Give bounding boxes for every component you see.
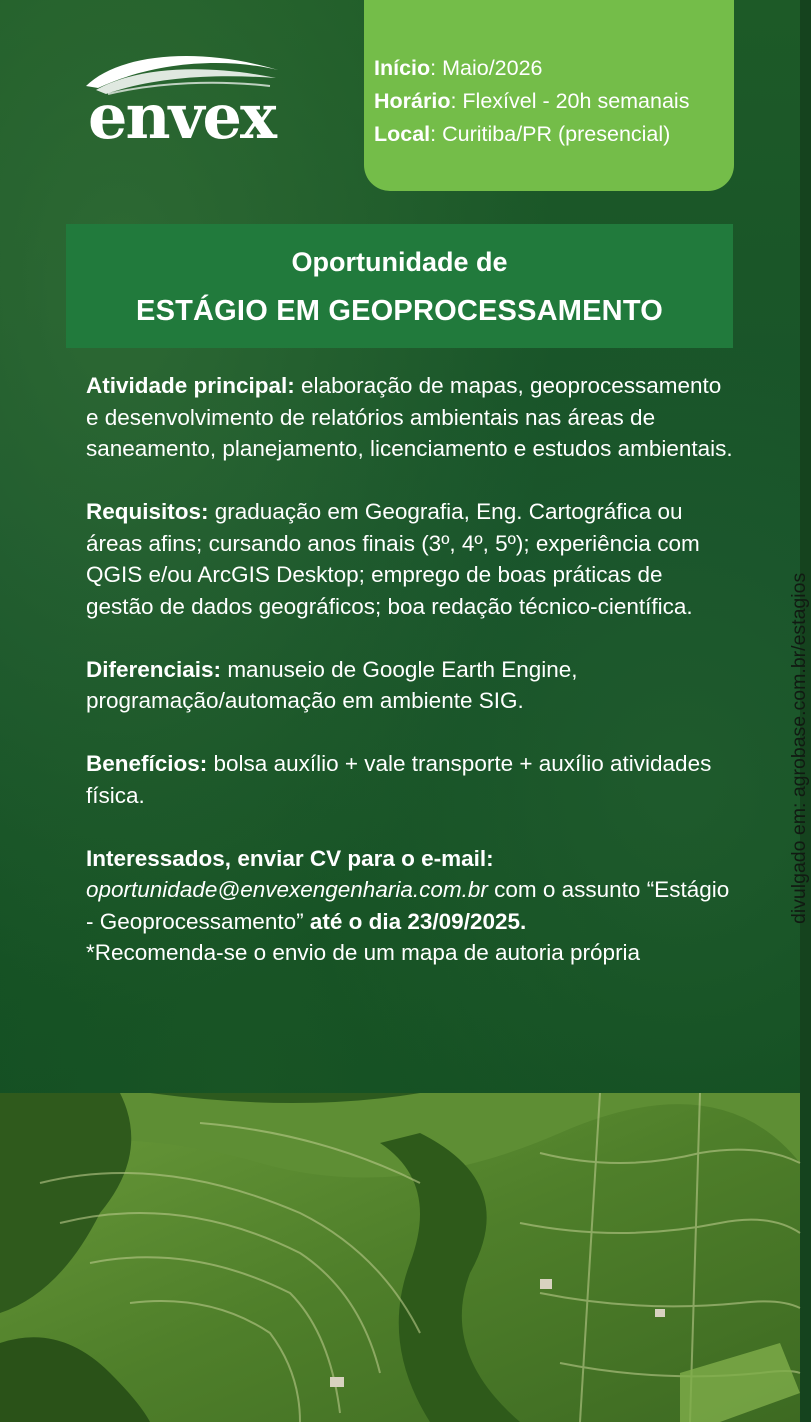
rice-terraces-photo <box>0 1093 800 1422</box>
activity-label: Atividade principal: <box>86 373 295 398</box>
source-credit: divulgado em: agrobase.com.br/estagios <box>788 572 810 924</box>
requirements-text: graduação em Geografia, Eng. Cartográfica ou áreas afins; cursando anos finais (3º, 4º, 5º); experiência com QGIS e/ou ArcGIS Desktop; emprego de boas práticas de gestão de dados geográficos; boa redação técnico-científica. <box>86 499 700 619</box>
apply-section <box>86 843 736 938</box>
differentials-label: Diferenciais: <box>86 656 222 682</box>
hours-label: Horário <box>374 89 451 113</box>
location-value: : Curitiba/PR (presencial) <box>430 122 671 146</box>
requirements-label: Requisitos: <box>86 499 209 524</box>
benefits-section <box>86 748 736 811</box>
job-description <box>86 370 736 969</box>
differentials-text: manuseio de Google Earth Engine, programação/automação em ambiente SIG. <box>86 656 578 713</box>
start-row <box>374 52 734 85</box>
title-banner <box>66 224 733 348</box>
logo-wordmark: envex <box>88 80 275 153</box>
apply-note: *Recomenda-se o envio de um mapa de autoria própria <box>86 940 641 965</box>
differentials-section <box>86 654 736 717</box>
title-line-2: ESTÁGIO EM GEOPROCESSAMENTO <box>136 295 663 327</box>
apply-email: oportunidade@envexengenharia.com.br <box>86 877 488 902</box>
title-line-1: Oportunidade de <box>291 247 508 277</box>
start-value: : Maio/2026 <box>430 56 543 80</box>
hours-value: : Flexível - 20h semanais <box>450 89 690 113</box>
activity-section <box>86 370 736 465</box>
benefits-text: bolsa auxílio + vale transporte + auxílio atividades física. <box>86 751 712 808</box>
apply-deadline: até o dia 23/09/2025. <box>309 908 527 934</box>
location-row <box>374 118 734 151</box>
apply-text: com o assunto “Estágio - Geoprocessamento” <box>86 877 730 934</box>
envex-logo <box>78 48 283 153</box>
activity-text: elaboração de mapas, geoprocessamento e desenvolvimento de relatórios ambientais nas áreas de saneamento, planejamento, licenciamento e estudos ambientais. <box>86 373 733 461</box>
location-label: Local <box>374 122 431 146</box>
apply-heading: Interessados, enviar CV para o e-mail: <box>86 845 494 871</box>
terrace-illustration <box>0 1093 800 1422</box>
info-card <box>364 0 734 191</box>
benefits-label: Benefícios: <box>86 751 208 776</box>
start-label: Início <box>374 56 431 80</box>
requirements-section <box>86 496 736 622</box>
hours-row <box>374 85 734 118</box>
